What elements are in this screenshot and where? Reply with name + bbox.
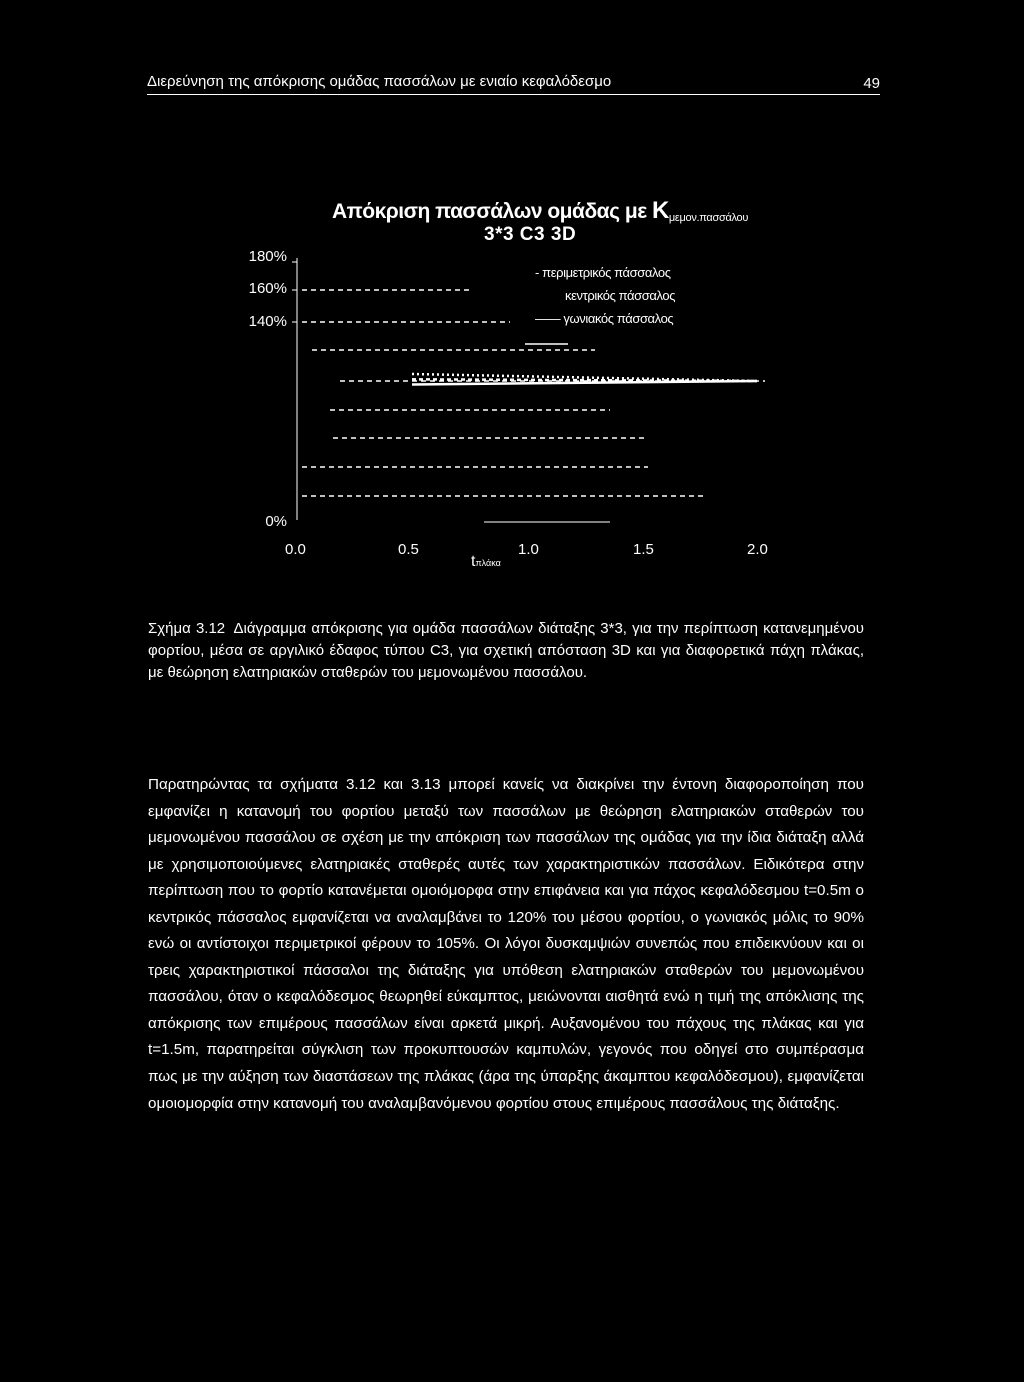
chart-series-layer — [412, 374, 757, 385]
x-tick-label: 1.0 — [518, 541, 539, 558]
chart-title-main: Απόκριση πασσάλων ομάδας με — [332, 200, 652, 223]
legend-item-corner: —— γωνιακός πάσσαλος — [535, 311, 674, 326]
y-tick-label: 180% — [248, 248, 287, 265]
chart-title-k-sub: μεμον.πασσάλου — [668, 212, 749, 224]
chart-plot — [0, 0, 1024, 620]
chart-gridlines — [302, 290, 765, 496]
chart-axes — [292, 258, 610, 522]
chart-title-k: Κ — [652, 197, 669, 224]
x-tick-label: 1.5 — [633, 541, 654, 558]
x-tick-label: 2.0 — [747, 541, 768, 558]
x-tick-label: 0.5 — [398, 541, 419, 558]
header-title: Διερεύνηση της απόκρισης ομάδας πασσάλων με ενιαίο κεφαλόδεσμο — [147, 73, 612, 90]
y-tick-label: 140% — [248, 313, 287, 330]
legend-item-central: κεντρικός πάσσαλος — [565, 288, 676, 303]
y-tick-label: 0% — [265, 513, 287, 530]
series-line-2 — [412, 381, 757, 385]
x-axis-title-main: t — [471, 553, 476, 570]
figure-caption — [148, 618, 864, 684]
legend-item-perimeter: - περιμετρικός πάσσαλος — [535, 265, 671, 280]
x-tick-label: 0.0 — [285, 541, 306, 558]
body-paragraph: Παρατηρώντας τα σχήματα 3.12 και 3.13 μπορεί κανείς να διακρίνει την έντονη διαφοροποίηση που εμφανίζει η κατανομή του φορτίου μεταξύ των πασσάλων με θεώρηση ελατηριακών σταθερών του μεμονωμένου πασσάλου σε σχέση με την απόκριση των πασσάλων της ομάδας για την ίδια διάταξη αλλά με χρησιμοποιούμενες ελατηριακές σταθερές αυτές των χαρακτηριστικών πασσάλων. Ειδικότερα στην περίπτωση που το φορτίο κατανέμεται ομοιόμορφα στην επιφάνεια και για πάχος κεφαλόδεσμου t=0.5m ο κεντρικός πάσσαλος εμφανίζεται να αναλαμβάνει το 120% του μέσου φορτίου, ο γωνιακός μόλις το 90% ενώ οι αντίστοιχοι περιμετρικοί φέρουν το 105%. Οι λόγοι δυσκαμψιών συνεπώς που επιδεικνύουν και οι τρεις χαρακτηριστικοί πάσσαλοι της διάταξης για υπόθεση ελατηριακών σταθερών του μεμονωμένου πασσάλου, όταν ο κεφαλόδεσμος θεωρηθεί εύκαμπτος, μειώνονται αισθητά ενώ η τιμή της απόκλισης της απόκρισης των επιμέρους πασσάλων είναι αρκετά μικρή. Αυξανομένου του πάχους της πλάκας και για t=1.5m, παρατηρείται σύγκλιση των προκυπτουσών καμπυλών, γεγονός που οδηγεί στο συμπέρασμα πως με την αύξηση των διαστάσεων της πλάκας (άρα της ύπαρξης άκαμπτου κεφαλόδεσμου), εμφανίζεται ομοιομορφία στην κατανομή του αναλαμβανόμενου φορτίου στους επιμέρους πασσάλους της διάταξης. — [148, 776, 864, 1112]
page-number: 49 — [863, 75, 880, 92]
chart-subtitle: 3*3 C3 3D — [484, 224, 577, 245]
y-tick-label: 160% — [248, 280, 287, 297]
x-axis-title-sub: πλάκα — [475, 558, 501, 568]
caption-label: Σχήμα 3.12 — [148, 620, 226, 637]
caption-text: Διάγραμμα απόκρισης για ομάδα πασσάλων διάταξης 3*3, για την περίπτωση κατανεμημένου φορτίου, μέσα σε αργιλικό έδαφος τύπου C3, για σχετική απόσταση 3D και για διαφορετικά πάχη πλάκας, με θεώρηση ελατηριακών σταθερών του μεμονωμένου πασσάλου. — [148, 620, 865, 681]
body-text — [148, 772, 864, 1117]
